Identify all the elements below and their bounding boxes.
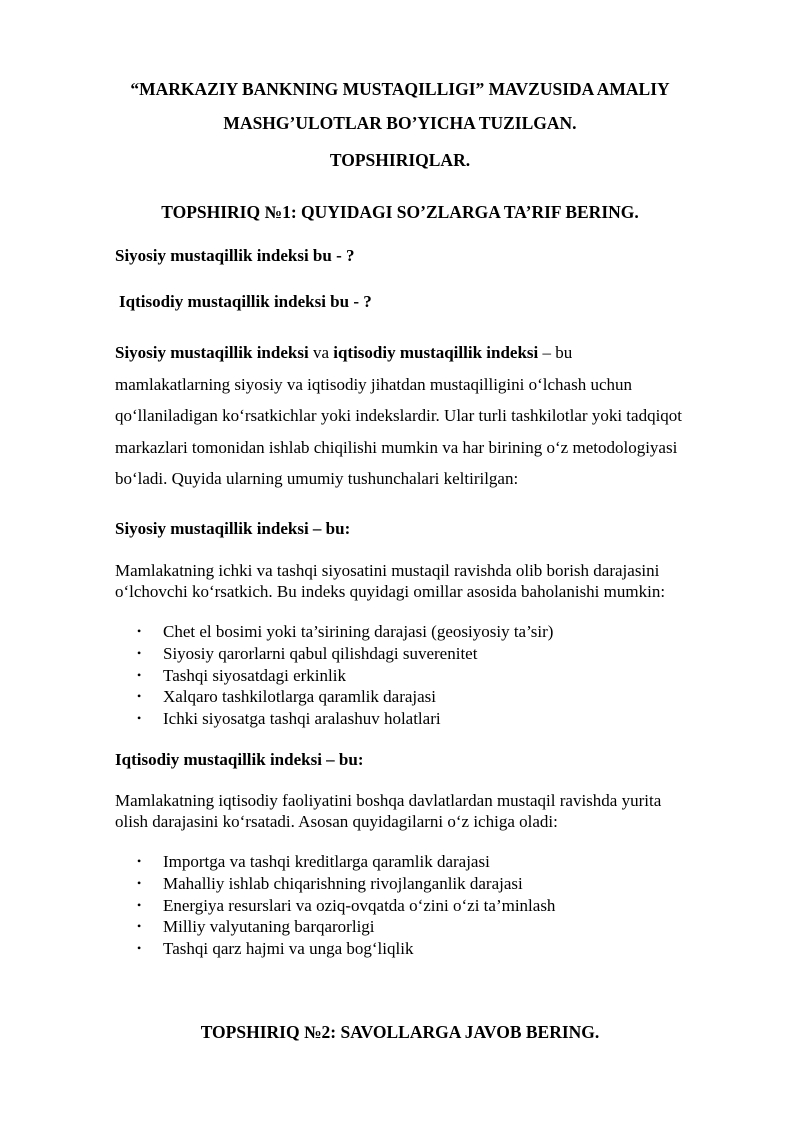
list-item: • Chet el bosimi yoki ta’sirining darajasi (geosiyosiy ta’sir): [137, 621, 553, 643]
list-item: • Siyosiy qarorlarni qabul qilishdagi suverenitet: [137, 643, 553, 665]
task2-heading: TOPSHIRIQ №2: SAVOLLARGA JAVOB BERING.: [200, 1022, 600, 1042]
tasks-heading: TOPSHIRIQLAR.: [329, 150, 471, 170]
economic-factors-list: [137, 851, 555, 960]
list-item: • Tashqi qarz hajmi va unga bog‘liqlik: [137, 938, 555, 960]
intro-term-2: iqtisodiy mustaqillik indeksi: [333, 343, 539, 362]
economic-heading: Iqtisodiy mustaqillik indeksi – bu:: [115, 750, 364, 769]
intro-paragraph: [115, 337, 755, 495]
question-2: Iqtisodiy mustaqillik indeksi bu - ?: [119, 292, 372, 311]
political-para-line-2: o‘lchovchi ko‘rsatkich. Bu indeks quyidagi omillar asosida baholanishi mumkin:: [115, 582, 666, 601]
list-item: • Milliy valyutaning barqarorligi: [137, 916, 555, 938]
list-item: • Importga va tashqi kreditlarga qaramlik darajasi: [137, 851, 555, 873]
political-para-line-1: Mamlakatning ichki va tashqi siyosatini mustaqil ravishda olib borish darajasini: [115, 561, 660, 580]
political-factors-list: [137, 621, 553, 730]
intro-term-1: Siyosiy mustaqillik indeksi: [115, 343, 309, 362]
economic-para-line-2: olish darajasini ko‘rsatadi. Asosan quyidagilarni o‘z ichiga oladi:: [115, 812, 558, 831]
intro-conj: va: [308, 343, 334, 362]
political-paragraph: [115, 560, 755, 602]
list-item: • Energiya resurslari va oziq-ovqatda o‘zini o‘zi ta’minlash: [137, 895, 555, 917]
question-1: Siyosiy mustaqillik indeksi bu - ?: [115, 246, 355, 265]
economic-paragraph: [115, 790, 755, 832]
list-item: • Xalqaro tashkilotlarga qaramlik darajasi: [137, 686, 553, 708]
list-item: • Mahalliy ishlab chiqarishning rivojlanganlik darajasi: [137, 873, 555, 895]
list-item: • Ichki siyosatga tashqi aralashuv holatlari: [137, 708, 553, 730]
title-line-2: MASHG’ULOTLAR BO’YICHA TUZILGAN.: [223, 113, 577, 133]
intro-line-5: bo‘ladi. Quyida ularning umumiy tushunchalari keltirilgan:: [115, 469, 519, 488]
intro-line-1: [115, 337, 755, 369]
list-item: • Tashqi siyosatdagi erkinlik: [137, 665, 553, 687]
intro-line-3: qo‘llaniladigan ko‘rsatkichlar yoki indekslardir. Ular turli tashkilotlar yoki tadqiqot: [115, 406, 683, 425]
document-title: [0, 72, 800, 140]
task1-heading: TOPSHIRIQ №1: QUYIDAGI SO’ZLARGA TA’RIF BERING.: [161, 202, 639, 222]
intro-line-1-rest: – bu: [538, 343, 573, 362]
intro-line-4: markazlari tomonidan ishlab chiqilishi mumkin va har birining o‘z metodologiyasi: [115, 437, 678, 457]
title-line-1: “MARKAZIY BANKNING MUSTAQILLIGI” MAVZUSIDA AMALIY: [130, 79, 670, 99]
economic-para-line-1: Mamlakatning iqtisodiy faoliyatini boshqa davlatlardan mustaqil ravishda yurita: [115, 791, 662, 810]
intro-line-2: mamlakatlarning siyosiy va iqtisodiy jihatdan mustaqilligini o‘lchash uchun: [115, 374, 633, 394]
political-heading: Siyosiy mustaqillik indeksi – bu:: [115, 519, 351, 538]
